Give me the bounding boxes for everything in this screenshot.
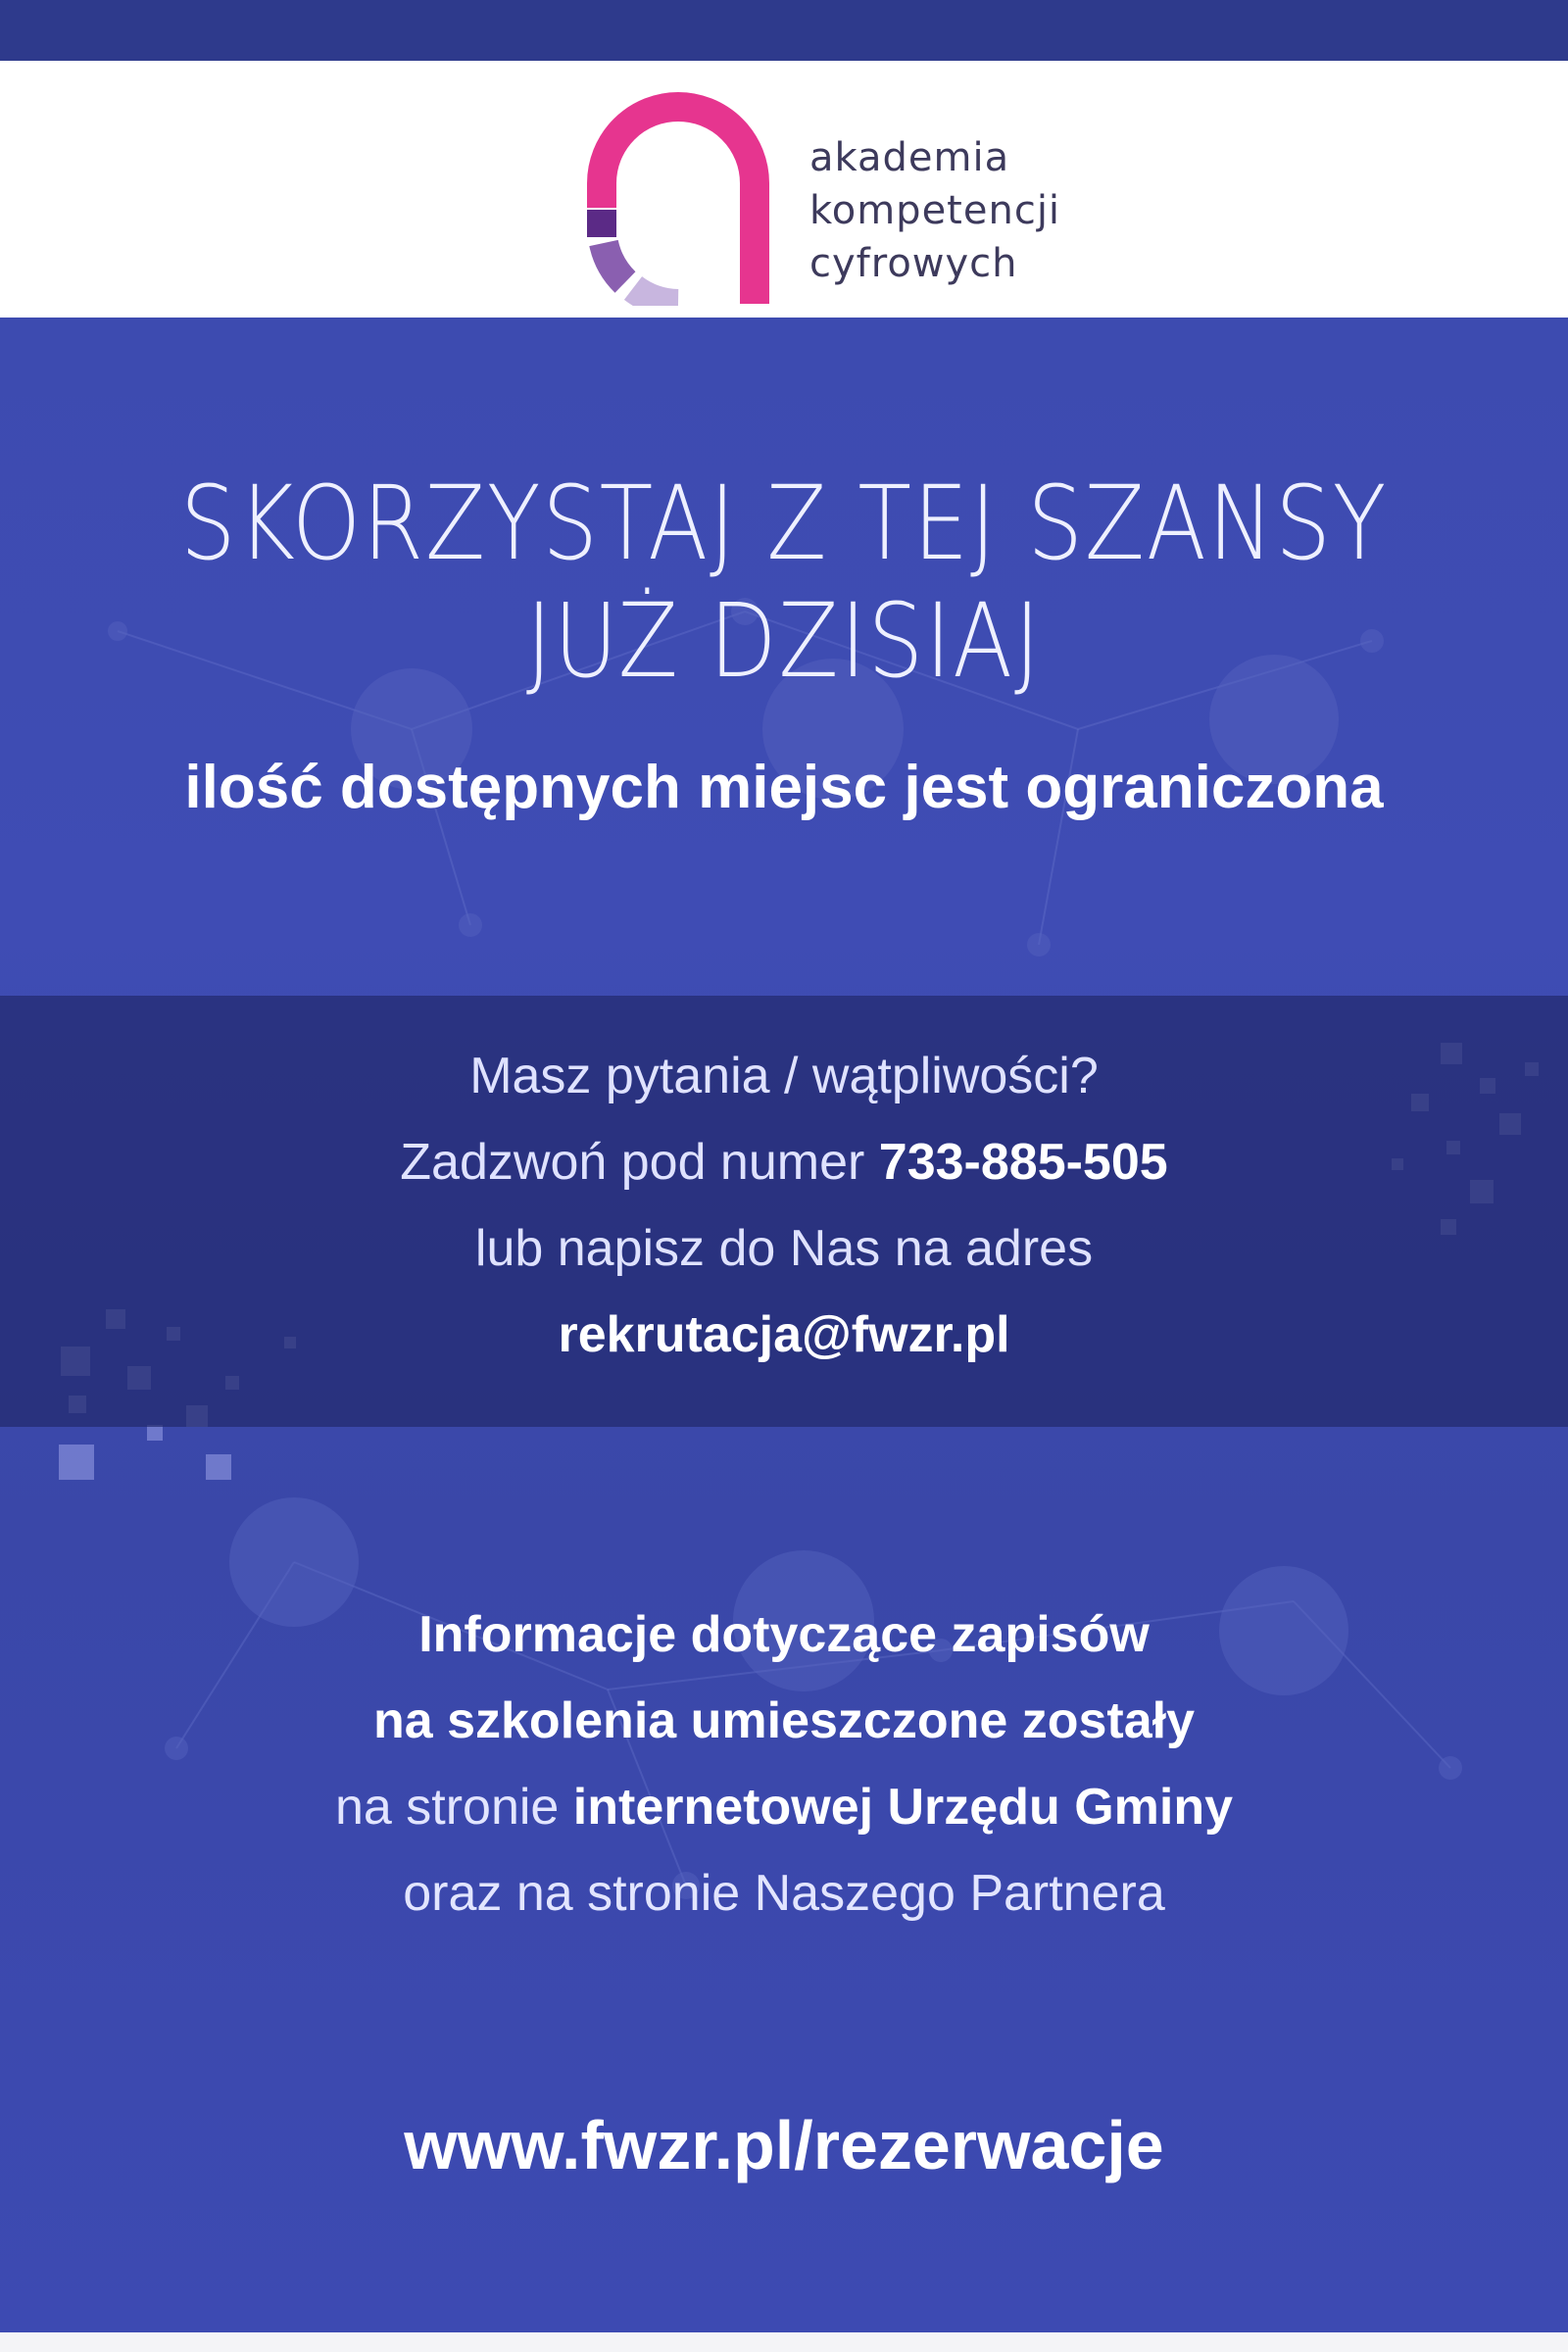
poster-body (0, 318, 1568, 2332)
info-line-3 (0, 1764, 1568, 1850)
top-bar (0, 0, 1568, 61)
info-line-3-bold: internetowej Urzędu Gminy (572, 1779, 1234, 1836)
headline (0, 465, 1568, 700)
logo-line-2: kompetencji (809, 188, 1061, 233)
website-link[interactable]: www.fwzr.pl/rezerwacje (404, 2107, 1164, 2183)
logo-line-3: cyfrowych (809, 241, 1018, 286)
contact-email-address[interactable]: rekrutacja@fwzr.pl (558, 1306, 1010, 1363)
subheadline: ilość dostępnych miejsc jest ograniczona (184, 754, 1384, 821)
contact-section (0, 1033, 1568, 1378)
headline-line-2: JUŻ DZISIAJ (525, 581, 1043, 701)
contact-phone-prefix: Zadzwoń pod numer (400, 1134, 879, 1191)
info-line-3-prefix: na stronie (334, 1779, 573, 1836)
info-line-1: Informacje dotyczące zapisów (418, 1606, 1150, 1663)
headline-line-1: SKORZYSTAJ Z TEJ SZANSY (179, 464, 1389, 583)
contact-question: Masz pytania / wątpliwości? (469, 1048, 1099, 1104)
logo-line-1: akademia (809, 135, 1010, 180)
logo-header (0, 61, 1568, 318)
info-section (0, 1592, 1568, 1936)
logo-text (809, 131, 1060, 290)
bottom-strip (0, 2332, 1568, 2352)
info-line-2: na szkolenia umieszczone zostały (372, 1692, 1196, 1749)
contact-email-intro: lub napisz do Nas na adres (474, 1220, 1094, 1277)
contact-phone-number[interactable]: 733-885-505 (878, 1134, 1168, 1191)
contact-phone-line (0, 1119, 1568, 1205)
akademia-logo-icon (580, 90, 776, 306)
info-line-4: oraz na stronie Naszego Partnera (403, 1865, 1165, 1922)
